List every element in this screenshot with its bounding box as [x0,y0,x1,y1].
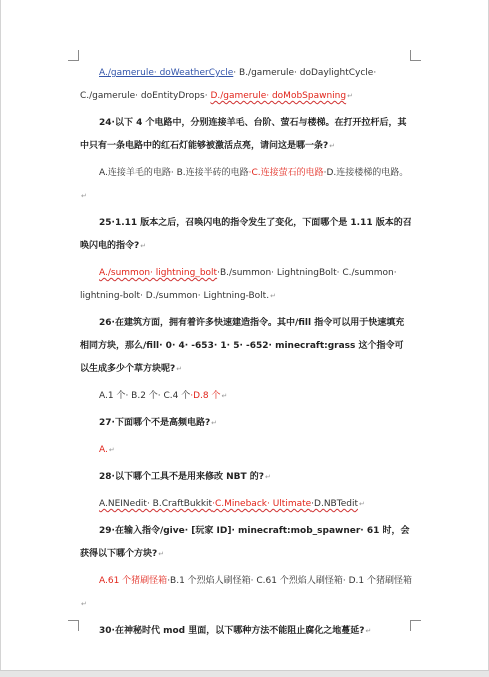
page-edge-left [0,0,1,677]
options-paragraph [80,439,412,462]
text-run: A. [99,445,108,455]
text-run: 28·以下哪个工具不是用来修改 NBT 的? [99,472,264,482]
options-paragraph [80,493,412,516]
question-paragraph [80,212,412,258]
paragraph-mark: ↵ [270,292,276,300]
question-paragraph [80,112,412,158]
text-run: A.61 个猪刷怪箱 [99,576,168,586]
question-paragraph [80,312,412,381]
paragraph-mark: ↵ [211,419,218,427]
paragraph-mark: ↵ [81,600,87,608]
text-run: A.连接羊毛的电路· B.连接半砖的电路 [99,168,249,178]
paragraph-mark: ↵ [365,627,372,635]
paragraph-mark: ↵ [264,473,271,481]
paragraph-mark: ↵ [176,365,183,373]
status-bar-edge [0,670,489,677]
question-paragraph [80,412,412,435]
text-run: A./gamerule· doWeatherCycle [99,68,234,78]
text-run: D./gamerule· doMobSpawning [210,91,347,101]
question-paragraph [80,520,412,566]
text-run: A./summon· lightning_bolt [99,268,218,278]
options-paragraph [80,62,412,108]
text-run: A.NEINedit· B.CraftBukkit [99,499,213,509]
text-run: ·D.8 个 [190,391,221,401]
text-run: ·D.NBTedit [311,499,358,509]
text-run: ·C.Mineback· Ultimate [212,499,312,509]
text-run: 24·以下 4 个电路中，分别连接羊毛、台阶、萤石与楼梯。在打开拉杆后，其中只有一条电路中的红石灯能够被激活点亮，请问这是哪一条? [80,118,407,151]
options-paragraph [80,385,412,408]
question-paragraph [80,466,412,489]
text-run: ·B.1 个烈焰人刷怪箱· C.61 个烈焰人刷怪箱· D.1 个猪刷怪箱 [167,576,412,586]
text-run: 27·下面哪个不是高频电路? [99,418,211,428]
crop-mark-top-left [68,50,79,61]
text-run: · B./gamerule· doDaylightCycle· C./gamerule· doEntityDrops· [80,68,380,101]
document-body[interactable] [80,62,412,647]
crop-mark-bottom-left [68,620,79,631]
text-run: 25·1.11 版本之后，召唤闪电的指令发生了变化，下面哪个是 1.11 版本的召唤闪电的指令? [80,218,412,251]
text-run: ·D.连接楼梯的电路。 [323,168,409,178]
paragraph-mark: ↵ [347,92,353,100]
paragraph-mark: ↵ [108,446,115,454]
text-run: 29·在输入指令/give· [玩家 ID]· minecraft:mob_spawner· 61 时，会获得以下哪个方块? [80,526,410,559]
text-run: ·C.连接萤石的电路 [248,168,324,178]
text-run: 26·在建筑方面，拥有着许多快速建造指令。其中/fill 指令可以用于快速填充相同方块，那么/fill· 0· 4· -653· 1· 5· -652· minecraft:grass 这个指令可以生成多少个草方块呢? [80,318,405,374]
crop-mark-top-right [410,50,421,61]
text-run: ·B./summon· LightningBolt· C./summon· lightning-bolt· D./summon· Lightning-Bolt. [80,268,400,301]
paragraph-mark: ↵ [329,142,336,150]
paragraph-mark: ↵ [158,550,165,558]
paragraph-mark: ↵ [140,242,147,250]
paragraph-mark: ↵ [358,500,365,508]
text-run: A.1 个· B.2 个· C.4 个 [99,391,191,401]
options-paragraph [80,262,412,308]
paragraph-mark: ↵ [221,392,228,400]
question-paragraph [80,620,412,643]
text-run: 30·在神秘时代 mod 里面，以下哪种方法不能阻止腐化之地蔓延? [99,626,365,636]
options-paragraph [80,570,412,616]
options-paragraph [80,162,412,208]
paragraph-mark: ↵ [81,192,87,200]
